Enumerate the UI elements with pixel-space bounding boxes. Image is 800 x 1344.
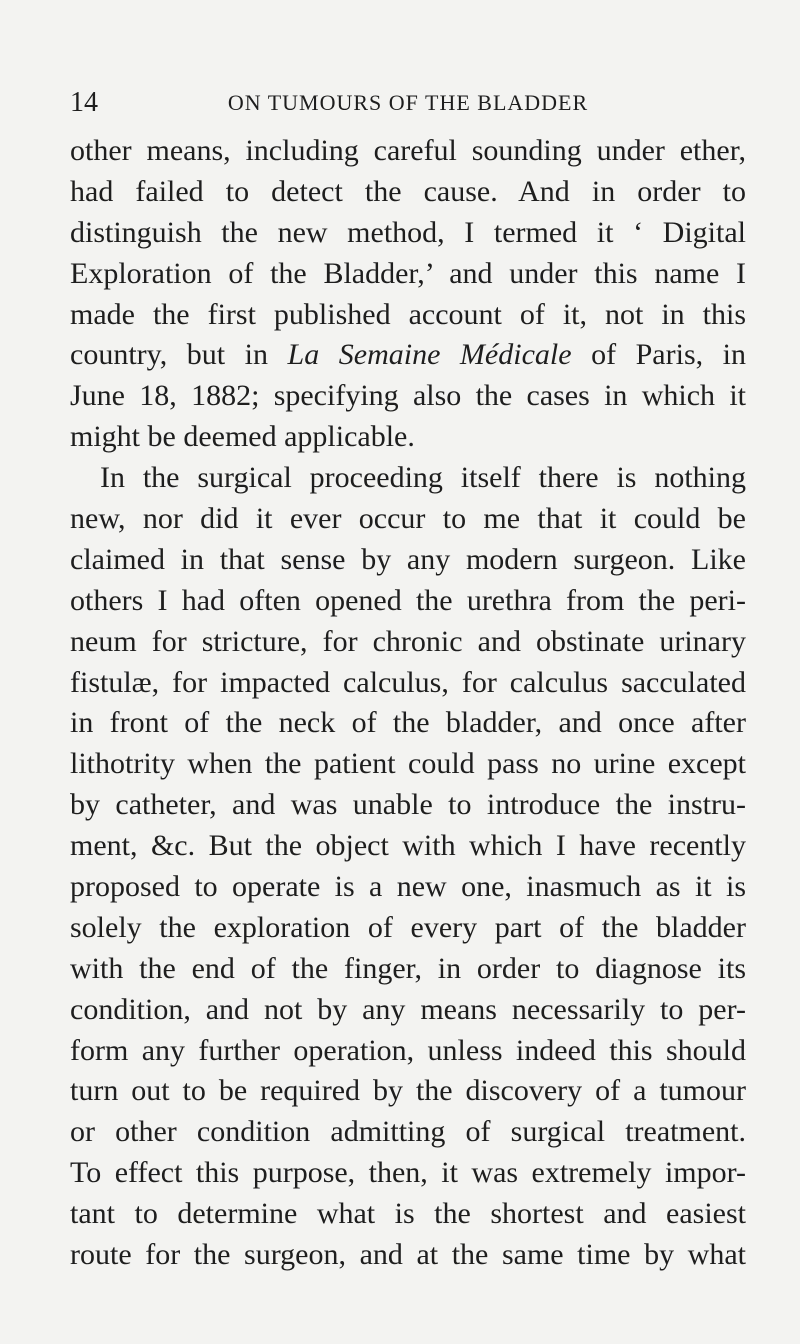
page-number: 14 [70,87,98,118]
text-line: in front of the neck of the bladder, and once after [70,706,746,740]
text-segment: country, but in [70,338,268,372]
text-line: condition, and not by any means necessarily to per- [70,992,746,1026]
text-line: lithotrity when the patient could pass no urine except [70,747,746,781]
text-line: new, nor did it ever occur to me that it could be [70,502,746,536]
text-line: turn out to be required by the discovery of a tumour [70,1074,746,1108]
text-line: route for the surgeon, and at the same time by what [70,1238,746,1272]
text-line: distinguish the new method, I termed it ‘ Digital [70,215,746,249]
text-line: To effect this purpose, then, it was extremely impor- [70,1156,746,1190]
text-line: solely the exploration of every part of the bladder [70,910,746,944]
text-line: Exploration of the Bladder,’ and under this name I [70,256,746,290]
text-line: by catheter, and was unable to introduce the instru- [70,788,746,822]
text-line: with the end of the finger, in order to diagnose its [70,951,746,985]
text-line: claimed in that sense by any modern surgeon. Like [70,542,746,576]
text-line: neum for stricture, for chronic and obstinate urinary [70,624,746,658]
text-segment: of Paris, in [591,338,746,372]
text-line: made the first published account of it, not in this [70,297,746,331]
text-line: had failed to detect the cause. And in order to [70,174,746,208]
journal-title: La Semaine Médicale [287,338,572,372]
text-line: fistulæ, for impacted calculus, for calculus sacculated [70,665,746,699]
text-line: other means, including careful sounding under ether, [70,134,746,167]
text-line: others I had often opened the urethra from the peri- [70,583,746,617]
body-text [70,131,746,1276]
text-line: ment, &c. But the object with which I have recently [70,829,746,863]
text-line [70,335,746,376]
page-header [70,86,746,120]
text-line: June 18, 1882; specifying also the cases in which it [70,379,746,413]
text-line: proposed to operate is a new one, inasmuch as it is [70,870,746,904]
running-head: ON TUMOURS OF THE BLADDER [227,90,589,115]
text-line: form any further operation, unless indeed this should [70,1033,746,1067]
paragraph-start-line: In the surgical proceeding itself there is nothing [100,461,746,495]
text-line: tant to determine what is the shortest and easiest [70,1197,746,1231]
text-line: or other condition admitting of surgical treatment. [70,1115,746,1149]
text-line: might be deemed applicable. [70,420,415,454]
